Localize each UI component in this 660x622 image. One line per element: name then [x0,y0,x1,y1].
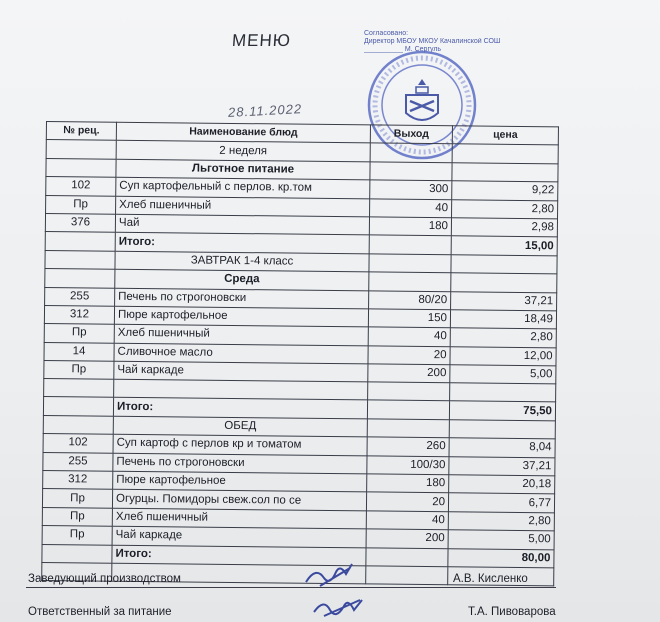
empty-cell [452,144,558,163]
output-cell: 200 [368,364,450,383]
output-cell: 100/30 [367,456,449,475]
price-cell: 18,49 [450,310,556,329]
approval-line-3: __________ М. Сергуль [364,46,442,53]
price-cell: 20,18 [449,475,555,494]
empty-cell [370,143,452,162]
recipe-code-cell: Пр [42,526,112,545]
recipe-code-cell: 376 [45,213,115,232]
header-code: № рец. [46,122,116,141]
header-output: Выход [370,125,452,144]
approval-line-2: Директор МБОУ МКОУ Качалинской СОШ [364,38,501,45]
approval-line-1: Согласовано: [364,30,409,37]
recipe-code-cell: Пр [42,489,112,508]
section-label-cell: ОБЕД [113,416,367,437]
empty-cell [452,163,558,182]
empty-cell [449,420,555,439]
section-label-cell: Льготное питание [116,159,370,180]
recipe-code-cell: 102 [43,434,113,453]
dish-name-cell: Суп картоф с перлов кр и томатом [113,434,367,455]
output-cell: 180 [369,217,451,236]
dish-name-cell: Сливочное масло [114,343,368,364]
manager-name: А.В. Кисленко [453,573,528,585]
empty-cell [45,269,115,288]
empty-cell [45,250,115,269]
dish-name-cell: Хлеб пшеничный [116,196,370,217]
empty-cell [450,383,556,402]
price-cell: 2,98 [451,218,557,237]
price-cell: 9,22 [452,181,558,200]
empty-cell [42,544,112,563]
price-cell: 5,00 [448,530,554,549]
price-cell: 2,80 [448,512,554,531]
price-cell: 2,80 [450,328,556,347]
manager-sign-line [26,587,556,588]
price-cell: 37,21 [449,456,555,475]
manager-signature-icon [300,560,370,592]
responsible-label: Ответственный за питание [28,606,172,618]
price-cell: 5,00 [450,365,556,384]
dish-name-cell: Печень по строгоновски [115,288,369,309]
empty-cell [366,566,448,585]
dish-name-cell: Печень по строгоновски [113,453,367,474]
empty-cell [367,400,449,419]
menu-date: 28.11.2022 [227,101,303,120]
menu-table [41,121,559,586]
total-label-cell: Итого: [112,545,366,566]
dish-name-cell: Огурцы. Помидоры свеж.сол по се [112,490,366,511]
price-cell: 12,00 [450,346,556,365]
recipe-code-cell: Пр [42,507,112,526]
output-cell: 180 [367,474,449,493]
dish-name-cell: Чай каркаде [112,526,366,547]
empty-cell [369,272,451,291]
recipe-code-cell: 255 [45,287,115,306]
total-label-cell: Итого: [115,233,369,254]
empty-cell [451,273,557,292]
dish-name-cell: Пюре картофельное [114,306,368,327]
output-cell: 200 [366,529,448,548]
responsible-name: Т.А. Пивоварова [468,606,556,618]
price-cell: 2,80 [452,199,558,218]
dish-name-cell: Пюре картофельное [113,471,367,492]
dish-name-cell: Хлеб пшеничный [112,508,366,529]
empty-cell [370,162,452,181]
manager-label: Заведующий производством [28,573,181,585]
section-label-cell: 2 неделя [116,141,370,162]
empty-cell [46,158,116,177]
empty-cell [368,382,450,401]
header-price: цена [452,126,558,145]
recipe-code-cell: 14 [44,342,114,361]
total-price-cell: 80,00 [448,548,554,567]
empty-cell [44,379,114,398]
empty-cell [43,415,113,434]
output-cell: 150 [368,309,450,328]
dish-name-cell: Чай каркаде [114,361,368,382]
output-cell: 20 [368,346,450,365]
header-name: Наименование блюд [116,122,370,143]
recipe-code-cell: 102 [46,177,116,196]
recipe-code-cell: Пр [44,361,114,380]
output-cell: 20 [366,492,448,511]
price-cell: 37,21 [451,291,557,310]
menu-table-body [42,122,559,586]
output-cell: 40 [366,511,448,530]
recipe-code-cell: 312 [44,305,114,324]
empty-cell [45,232,115,251]
empty-cell [366,547,448,566]
empty-cell [46,140,116,159]
recipe-code-cell: Пр [44,324,114,343]
empty-cell [369,254,451,273]
section-label-cell: ЗАВТРАК 1-4 класс [115,251,369,272]
document-title: МЕНЮ [231,31,292,50]
price-cell: 6,77 [448,493,554,512]
output-cell: 40 [368,327,450,346]
responsible-signature-icon [306,592,378,622]
output-cell: 40 [370,198,452,217]
dish-name-cell: Суп картофельный с перлов. кр.том [116,177,370,198]
empty-cell [43,397,113,416]
empty-cell [451,254,557,273]
recipe-code-cell: 312 [43,471,113,490]
total-label-cell: Итого: [113,398,367,419]
dish-name-cell: Хлеб пшеничный [114,325,368,346]
recipe-code-cell: 255 [43,452,113,471]
empty-cell [369,235,451,254]
section-label-cell: Среда [115,269,369,290]
output-cell: 260 [367,437,449,456]
output-cell: 80/20 [369,290,451,309]
output-cell: 300 [370,180,452,199]
recipe-code-cell: Пр [46,195,116,214]
dish-name-cell: Чай [115,214,369,235]
total-price-cell: 75,50 [449,401,555,420]
price-cell: 8,04 [449,438,555,457]
total-price-cell: 15,00 [451,236,557,255]
empty-cell [367,419,449,438]
